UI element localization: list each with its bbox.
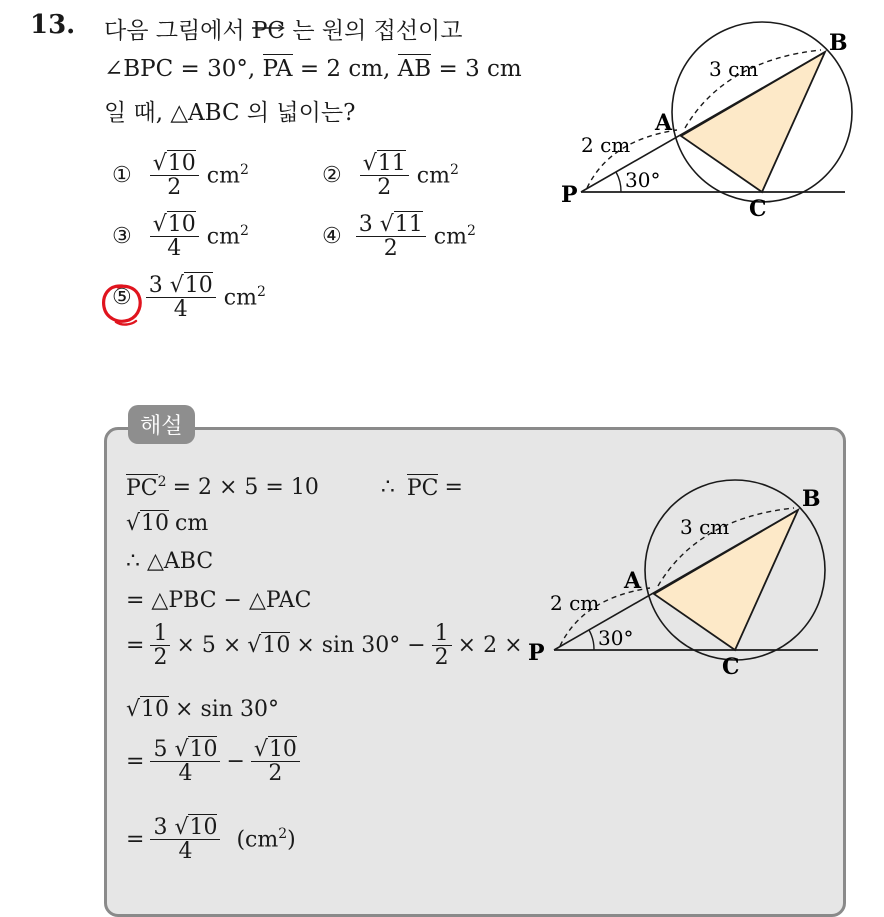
angle-condition: ∠BPC = 30°,	[104, 56, 256, 82]
label-ab-length: 3 cm	[709, 57, 759, 81]
label-a: A	[624, 568, 642, 594]
solution-line-7: = $\frac{5 √10}{4}$ − $\frac{√10}{2}$	[126, 738, 300, 785]
label-angle: 30°	[625, 168, 661, 192]
solution-line-2: √10 cm	[126, 511, 209, 536]
solution-line-6: √10 × sin 30°	[126, 697, 279, 722]
choice-2[interactable]: ② $\frac{√11}{2}$ $cm^2$	[322, 151, 459, 201]
choice-1[interactable]: ① $\frac{√10}{2}$ $cm^2$	[112, 151, 249, 201]
fraction: $\frac{3 √11}{2}$	[356, 213, 426, 260]
label-b: B	[802, 486, 821, 512]
fraction: $\frac{√10}{2}$	[150, 152, 199, 199]
question-line-2	[104, 56, 522, 82]
segment-pa: PA	[262, 56, 293, 82]
angle-arc	[616, 172, 621, 192]
label-c: C	[722, 654, 740, 680]
segment-pa-value: = 2 cm,	[299, 56, 391, 82]
label-p: P	[561, 182, 578, 208]
fraction: $\frac{√10}{4}$	[150, 213, 199, 260]
choice-5[interactable]: ⑤ $\frac{3 √10}{4}$ $cm^2$	[112, 273, 266, 323]
fraction: $\frac{3 √10}{4}$	[146, 274, 216, 321]
vector-pc: PC	[252, 18, 285, 44]
solution-figure	[528, 478, 828, 683]
label-b: B	[829, 30, 848, 56]
question-number: 13.	[30, 10, 76, 40]
question-text: 다음 그림에서	[104, 18, 245, 44]
angle-arc	[589, 630, 594, 650]
solution-line-4: = △PBC − △PAC	[126, 588, 312, 613]
vector-arrow-icon	[252, 12, 285, 20]
label-p: P	[528, 640, 545, 666]
choice-3[interactable]: ③ $\frac{√10}{4}$ $cm^2$	[112, 212, 249, 262]
answer-mark-icon	[98, 280, 146, 328]
solution-line-1: $PC^2$ = 2 × 5 = 10 ∴ PC =	[126, 474, 463, 501]
fraction: $\frac{√11}{2}$	[360, 152, 409, 199]
choice-4[interactable]: ④ $\frac{3 √11}{2}$ $cm^2$	[322, 212, 476, 262]
question-line-1	[104, 12, 462, 45]
label-a: A	[655, 110, 673, 136]
solution-line-5: = $\frac{1}{2}$ × 5 × √10 × sin 30° − $\frac{1}{2}$ × 2 ×	[126, 621, 523, 671]
question-text: 는 원의 접선이고	[292, 18, 463, 44]
question-line-3: 일 때, △ABC 의 넓이는?	[104, 100, 356, 126]
label-pa-length: 2 cm	[581, 133, 631, 157]
solution-line-3: ∴ △ABC	[126, 549, 214, 574]
solution-line-8: = $\frac{3 √10}{4}$ $(cm^2)$	[126, 815, 296, 865]
label-angle: 30°	[598, 626, 634, 650]
label-pa-length: 2 cm	[550, 591, 600, 615]
solution-tag: 해설	[128, 405, 195, 444]
question-figure	[555, 20, 855, 225]
label-c: C	[749, 196, 767, 222]
segment-ab-value: = 3 cm	[438, 56, 522, 82]
segment-ab: AB	[397, 56, 432, 82]
label-ab-length: 3 cm	[680, 515, 730, 539]
